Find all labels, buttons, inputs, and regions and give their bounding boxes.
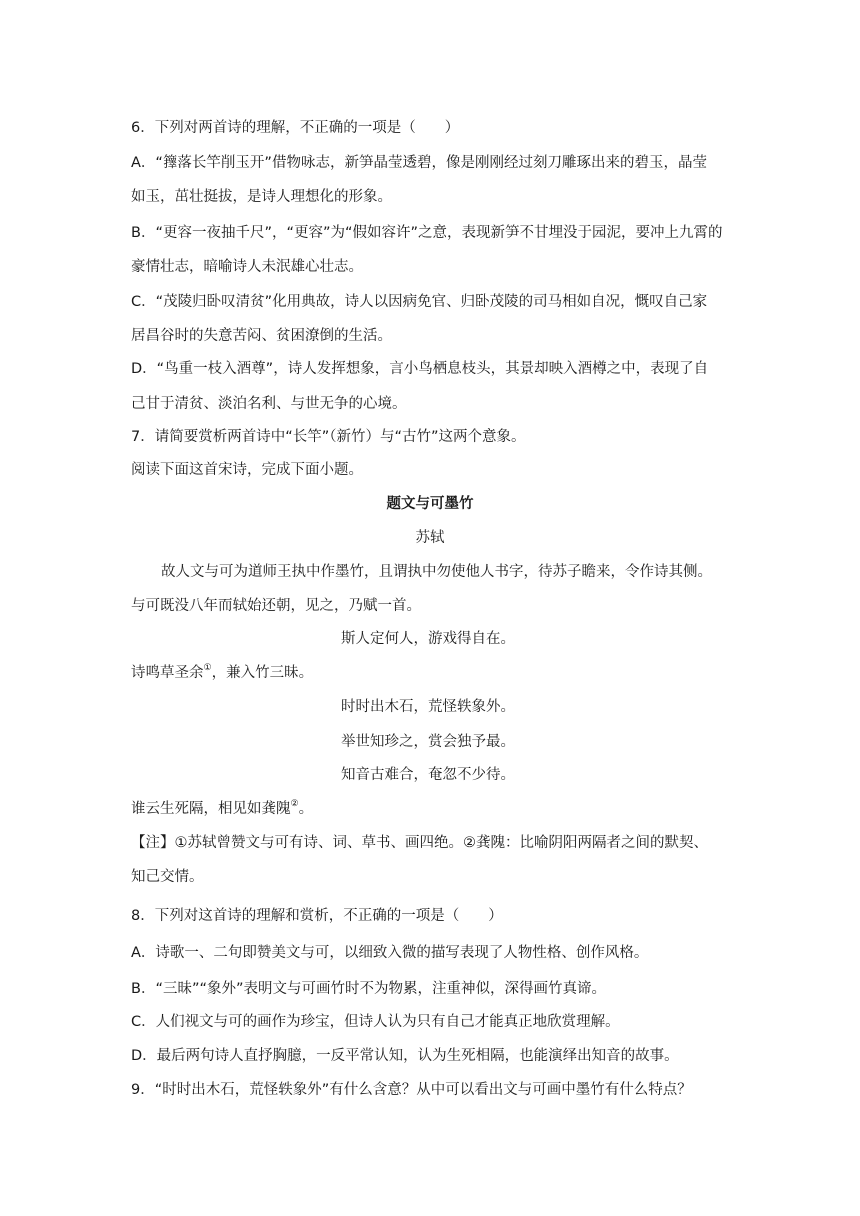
q6-option-a-line2: 如玉，茁壮挺拔，是诗人理想化的形象。 — [131, 189, 392, 205]
poem-line-6-text: 谁云生死隔，相见如龚隗 — [131, 801, 291, 817]
q8-stem: 8．下列对这首诗的理解和赏析，不正确的一项是（ ） — [131, 908, 503, 924]
q7-question: 7．请简要赏析两首诗中“长竿”（新竹）与“古竹”这两个意象。 — [131, 429, 526, 445]
poem-line-6 — [131, 799, 313, 819]
q8-option-d: D．最后两句诗人直抒胸臆，一反平常认知，认为生死相隔，也能演绎出知音的故事。 — [131, 1048, 679, 1064]
footnote-marker-1: ① — [203, 663, 212, 674]
q9-question: 9．“时时出木石，荒怪轶象外”有什么含意？从中可以看出文与可画中墨竹有什么特点？ — [131, 1082, 692, 1098]
q6-option-b-line1: B．“更容一夜抽千尺”，“更容”为“假如容许”之意，表现新笋不甘埋没于园泥，要冲上九霄的 — [131, 225, 723, 241]
reading-intro: 阅读下面这首宋诗，完成下面小题。 — [131, 462, 363, 478]
q6-option-c-line2: 居昌谷时的失意苦闷、贫困潦倒的生活。 — [131, 328, 392, 344]
q6-option-c-line1: C．“茂陵归卧叹清贫”化用典故，诗人以因病免官、归卧茂陵的司马相如自况，慨叹自己家 — [131, 294, 708, 310]
q6-option-a-line1: A．“籜落长竿削玉开”借物咏志，新笋晶莹透碧，像是刚刚经过刻刀雕琢出来的碧玉，晶莹 — [131, 155, 707, 171]
poem-author: 苏轼 — [415, 530, 445, 546]
poem-line-3: 时时出木石，荒怪轶象外。 — [341, 699, 515, 715]
poem-preface-line1: 故人文与可为道师王执中作墨竹，且谓执中勿使他人书字，待苏子瞻来，令作诗其侧。 — [161, 564, 712, 580]
note-line2: 知己交情。 — [131, 869, 204, 885]
poem-line-6-tail: 。 — [298, 801, 314, 817]
poem-line-5: 知音古难合，奄忽不少待。 — [341, 767, 515, 783]
footnote-marker-2: ② — [290, 799, 299, 810]
poem-title: 题文与可墨竹 — [386, 495, 474, 512]
poem-preface-line2: 与可既没八年而轼始还朝，见之，乃赋一首。 — [131, 598, 421, 614]
poem-line-4: 举世知珍之，赏会独予最。 — [341, 734, 515, 750]
q6-option-b-line2: 豪情壮志，暗喻诗人未泯雄心壮志。 — [131, 259, 363, 275]
q6-option-d-line2: 己甘于清贫、淡泊名利、与世无争的心境。 — [131, 396, 407, 412]
poem-line-2-tail: ，兼入竹三昧。 — [211, 665, 314, 681]
note-line1: 【注】①苏轼曾赞文与可有诗、词、草书、画四绝。②龚隗：比喻阴阳两隔者之间的默契、 — [131, 835, 708, 851]
poem-line-2-text: 诗鸣草圣余 — [131, 665, 204, 681]
q8-option-a: A．诗歌一、二句即赞美文与可，以细致入微的描写表现了人物性格、创作风格。 — [131, 945, 649, 961]
q6-option-d-line1: D．“鸟重一枝入酒尊”，诗人发挥想象，言小鸟栖息枝头，其景却映入酒樽之中，表现了自 — [131, 361, 709, 377]
q8-option-c: C．人们视文与可的画作为珍宝，但诗人认为只有自己才能真正地欣赏理解。 — [131, 1014, 620, 1030]
q6-stem: 6．下列对两首诗的理解，不正确的一项是（ ） — [131, 120, 460, 136]
poem-line-2 — [131, 663, 313, 683]
poem-line-1: 斯人定何人，游戏得自在。 — [341, 631, 515, 647]
q8-option-b: B．“三昧”“象外”表明文与可画竹时不为物累，注重神似，深得画竹真谛。 — [131, 981, 606, 997]
